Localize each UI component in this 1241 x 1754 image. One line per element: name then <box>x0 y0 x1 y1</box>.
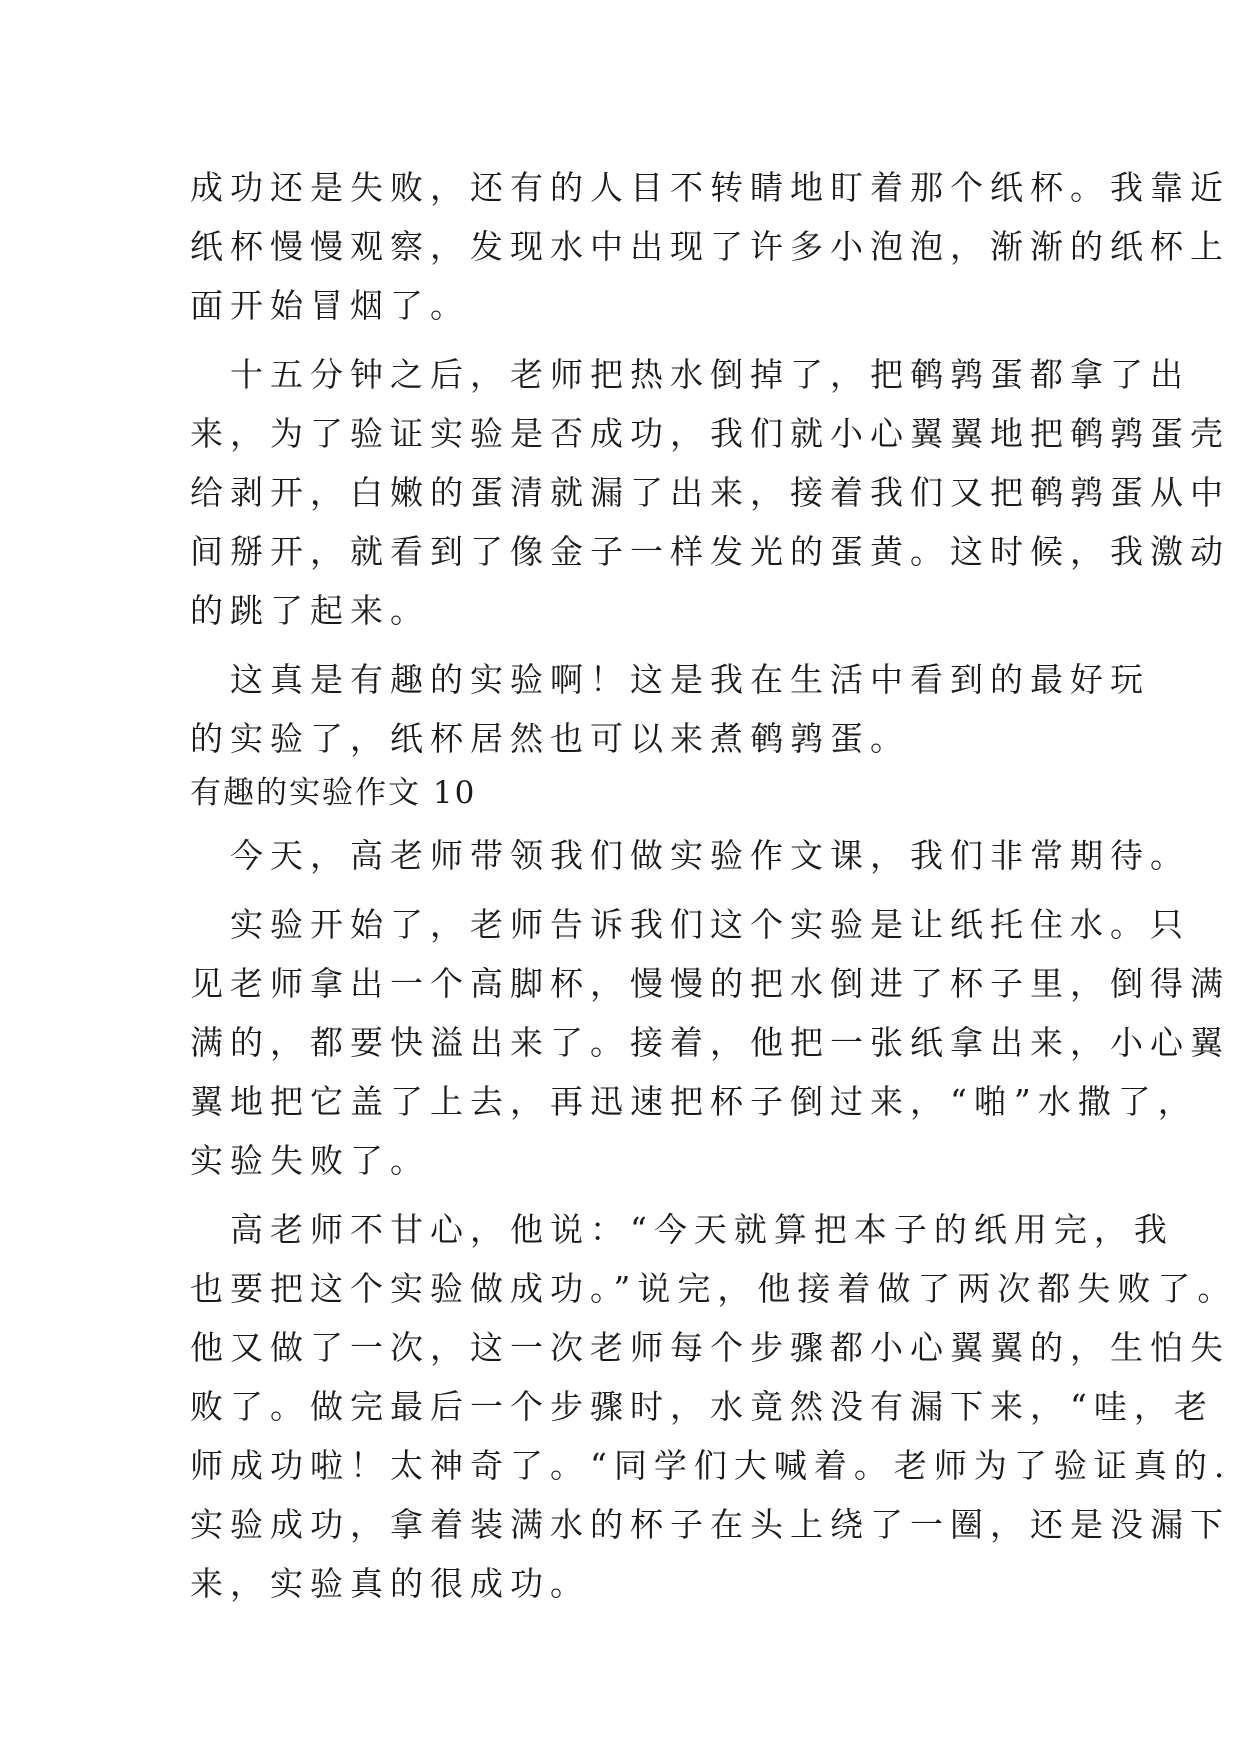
paragraph-6 <box>190 1200 1238 1613</box>
text-line: 满的，都要快溢出来了。接着，他把一张纸拿出来，小心翼 <box>190 1023 1230 1062</box>
text-line: 他又做了一次，这一次老师每个步骤都小心翼翼的，生怕失 <box>190 1328 1230 1367</box>
text-line: 来，为了验证实验是否成功，我们就小心翼翼地把鹌鹑蛋壳 <box>190 414 1230 453</box>
text-line: 实验失败了。 <box>190 1141 430 1180</box>
text-line: 高老师不甘心，他说：“今天就算把本子的纸用完，我 <box>190 1210 1174 1249</box>
text-line: 纸杯慢慢观察，发现水中出现了许多小泡泡，渐渐的纸杯上 <box>190 227 1230 266</box>
text-line: 翼地把它盖了上去，再迅速把杯子倒过来，“啪”水撒了， <box>190 1082 1198 1121</box>
paragraph-1 <box>190 158 1230 335</box>
text-line: 见老师拿出一个高脚杯，慢慢的把水倒进了杯子里，倒得满 <box>190 964 1230 1003</box>
section-heading: 有趣的实验作文 10 <box>190 775 477 811</box>
paragraph-3 <box>190 650 1150 768</box>
text-line: 的跳了起来。 <box>190 591 430 630</box>
paragraph-5 <box>190 895 1230 1190</box>
text-line: 来，实验真的很成功。 <box>190 1564 590 1603</box>
text-line: 间掰开，就看到了像金子一样发光的蛋黄。这时候，我激动 <box>190 532 1230 571</box>
text-line: 败了。做完最后一个步骤时，水竟然没有漏下来，“哇，老 <box>190 1387 1214 1426</box>
text-line: 给剥开，白嫩的蛋清就漏了出来，接着我们又把鹌鹑蛋从中 <box>190 473 1230 512</box>
text-line: 今天，高老师带领我们做实验作文课，我们非常期待。 <box>190 836 1190 875</box>
text-line: 也要把这个实验做成功。”说完，他接着做了两次都失败了。 <box>190 1269 1238 1308</box>
text-line: 实验成功，拿着装满水的杯子在头上绕了一圈，还是没漏下 <box>190 1505 1230 1544</box>
text-line: 实验开始了，老师告诉我们这个实验是让纸托住水。只 <box>190 905 1190 944</box>
document-body <box>190 158 1238 1613</box>
paragraph-2 <box>190 345 1230 640</box>
text-line: 师成功啦！太神奇了。“同学们大喊着。老师为了验证真的. <box>190 1446 1232 1485</box>
text-line: 的实验了，纸杯居然也可以来煮鹌鹑蛋。 <box>190 719 910 758</box>
text-line: 十五分钟之后，老师把热水倒掉了，把鹌鹑蛋都拿了出 <box>190 355 1190 394</box>
text-line: 这真是有趣的实验啊！这是我在生活中看到的最好玩 <box>190 660 1150 699</box>
text-line: 成功还是失败，还有的人目不转睛地盯着那个纸杯。我靠近 <box>190 168 1230 207</box>
text-line: 面开始冒烟了。 <box>190 286 470 325</box>
paragraph-4 <box>190 826 1190 885</box>
